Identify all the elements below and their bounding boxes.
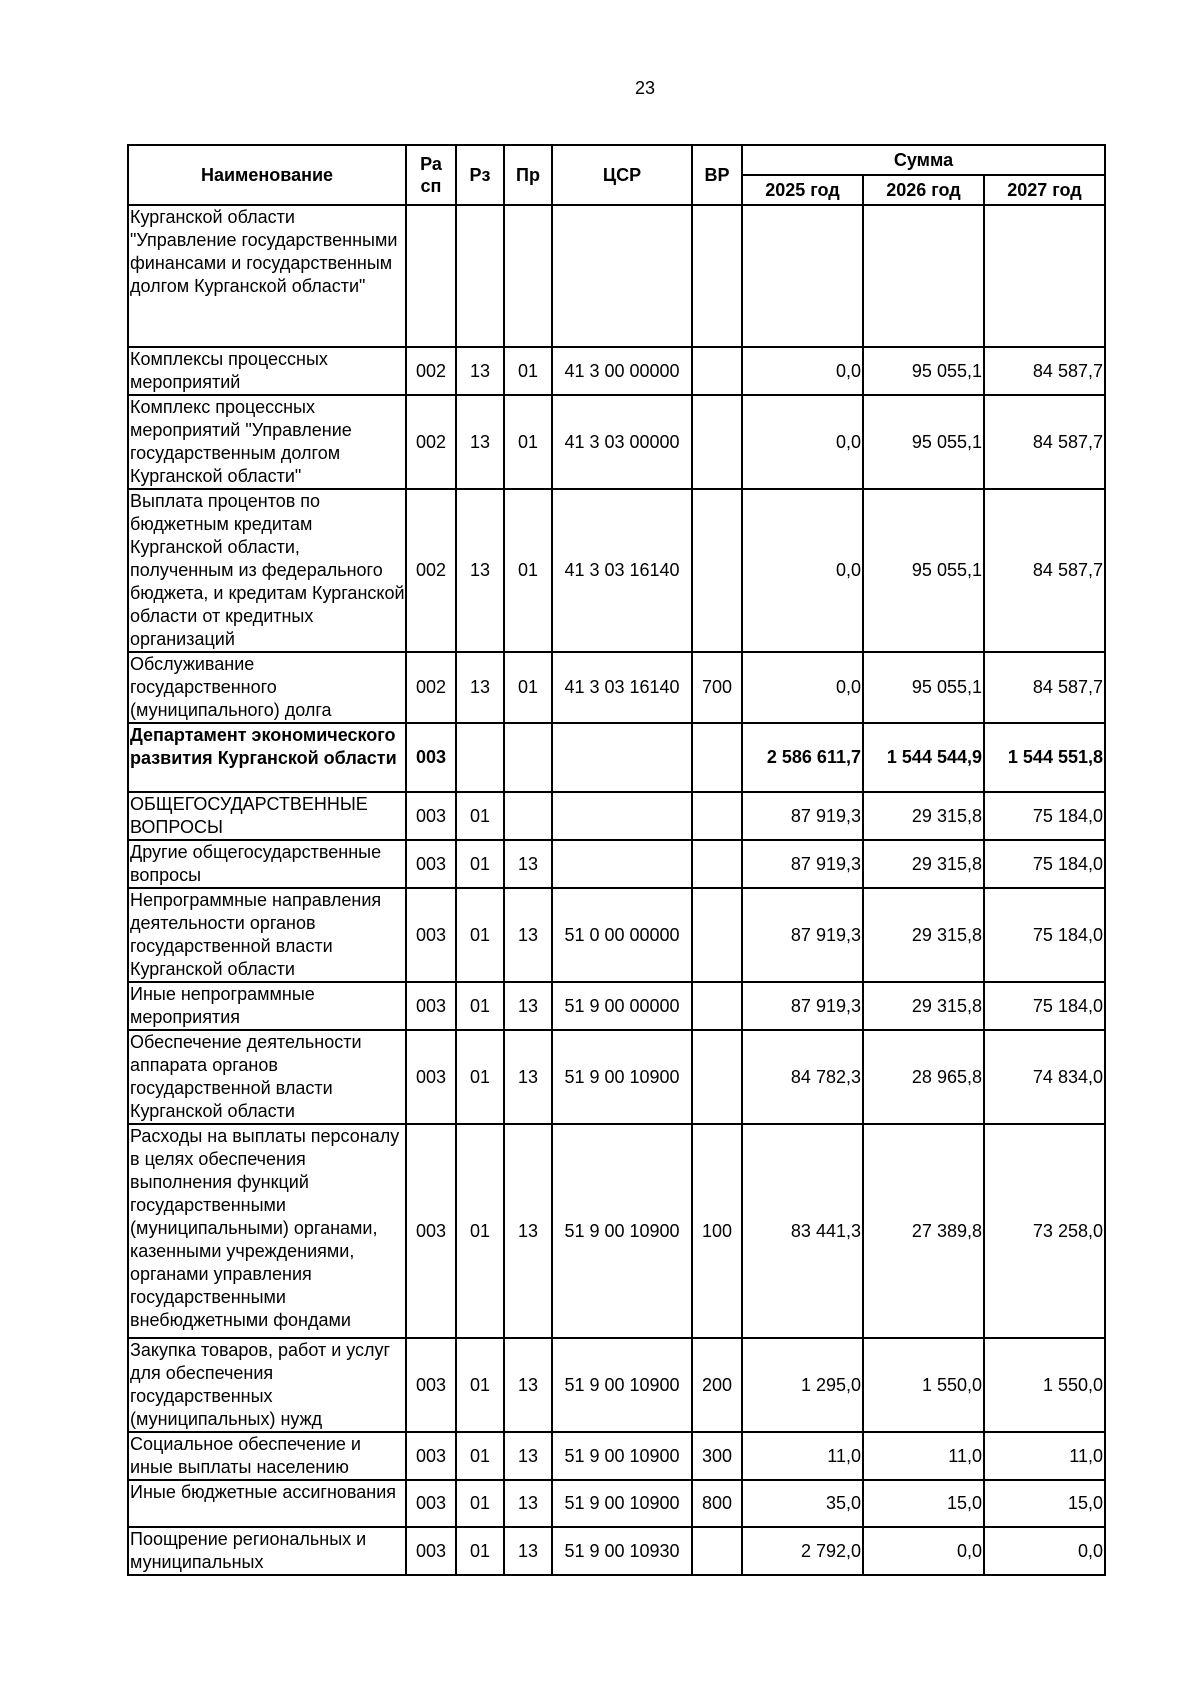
- cell-vr: 300: [692, 1432, 742, 1480]
- cell-csr: [552, 723, 692, 792]
- cell-2026: 27 389,8: [863, 1124, 984, 1338]
- cell-pr: 13: [504, 1030, 552, 1124]
- table-row: [128, 489, 1105, 652]
- cell-csr: 41 3 03 16140: [552, 489, 692, 652]
- cell-rz: 01: [456, 1432, 504, 1480]
- cell-pr: [504, 205, 552, 347]
- cell-rz: 01: [456, 1030, 504, 1124]
- cell-name: Курганской области "Управление государственными финансами и государственным долгом Курганской области": [128, 205, 406, 347]
- cell-csr: 51 9 00 10900: [552, 1432, 692, 1480]
- cell-name: Другие общегосударственные вопросы: [128, 840, 406, 888]
- cell-vr: [692, 395, 742, 489]
- cell-vr: 100: [692, 1124, 742, 1338]
- cell-rz: 01: [456, 1527, 504, 1575]
- cell-csr: 41 3 03 00000: [552, 395, 692, 489]
- cell-name: Закупка товаров, работ и услуг для обеспечения государственных (муниципальных) нужд: [128, 1338, 406, 1432]
- cell-name: Обеспечение деятельности аппарата органов государственной власти Курганской области: [128, 1030, 406, 1124]
- cell-2025: 84 782,3: [742, 1030, 863, 1124]
- cell-2027: 75 184,0: [984, 982, 1105, 1030]
- cell-csr: 51 9 00 10900: [552, 1030, 692, 1124]
- cell-2025: 11,0: [742, 1432, 863, 1480]
- cell-name: Комплексы процессных мероприятий: [128, 347, 406, 395]
- cell-rasp: 003: [406, 1480, 456, 1527]
- cell-2027: 15,0: [984, 1480, 1105, 1527]
- page-number: 23: [634, 78, 656, 98]
- cell-rz: 13: [456, 347, 504, 395]
- cell-rz: [456, 205, 504, 347]
- cell-2026: 29 315,8: [863, 792, 984, 840]
- table-row: [128, 1030, 1105, 1124]
- cell-vr: [692, 1527, 742, 1575]
- header-rasp: Ра сп: [406, 145, 456, 205]
- cell-csr: 51 9 00 10930: [552, 1527, 692, 1575]
- cell-rasp: 003: [406, 888, 456, 982]
- header-2026: 2026 год: [863, 175, 984, 205]
- header-2025: 2025 год: [742, 175, 863, 205]
- cell-rz: 01: [456, 1338, 504, 1432]
- cell-vr: [692, 840, 742, 888]
- cell-name: Расходы на выплаты персоналу в целях обеспечения выполнения функций государственными (муниципальными) органами, казенными учреждениями, органами управления государственными внебюджетными фондами: [128, 1124, 406, 1338]
- cell-name: Социальное обеспечение и иные выплаты населению: [128, 1432, 406, 1480]
- cell-rz: 01: [456, 1480, 504, 1527]
- cell-csr: [552, 792, 692, 840]
- cell-rz: [456, 723, 504, 792]
- cell-2027: 84 587,7: [984, 489, 1105, 652]
- cell-2027: 84 587,7: [984, 347, 1105, 395]
- cell-rz: 01: [456, 888, 504, 982]
- cell-rasp: 003: [406, 982, 456, 1030]
- table-row: [128, 395, 1105, 489]
- table-row: [128, 1480, 1105, 1527]
- cell-2026: 29 315,8: [863, 982, 984, 1030]
- cell-pr: 13: [504, 1480, 552, 1527]
- cell-csr: 41 3 00 00000: [552, 347, 692, 395]
- header-vr: ВР: [692, 145, 742, 205]
- cell-name: Департамент экономического развития Курганской области: [128, 723, 406, 792]
- header-pr: Пр: [504, 145, 552, 205]
- cell-rasp: 003: [406, 1338, 456, 1432]
- cell-pr: 13: [504, 1124, 552, 1338]
- cell-2027: 73 258,0: [984, 1124, 1105, 1338]
- cell-rasp: 003: [406, 1432, 456, 1480]
- cell-csr: 51 0 00 00000: [552, 888, 692, 982]
- cell-pr: 01: [504, 652, 552, 723]
- cell-2026: 28 965,8: [863, 1030, 984, 1124]
- cell-vr: [692, 792, 742, 840]
- table-row: [128, 1124, 1105, 1338]
- cell-rasp: 003: [406, 792, 456, 840]
- cell-2026: 1 544 544,9: [863, 723, 984, 792]
- table-row: [128, 840, 1105, 888]
- cell-pr: 13: [504, 1527, 552, 1575]
- cell-rasp: 002: [406, 347, 456, 395]
- cell-pr: [504, 723, 552, 792]
- cell-rasp: 003: [406, 840, 456, 888]
- cell-csr: 51 9 00 00000: [552, 982, 692, 1030]
- cell-2025: 87 919,3: [742, 982, 863, 1030]
- cell-2025: 1 295,0: [742, 1338, 863, 1432]
- table-row: [128, 723, 1105, 792]
- cell-pr: 13: [504, 982, 552, 1030]
- cell-2027: [984, 205, 1105, 347]
- cell-2026: 29 315,8: [863, 888, 984, 982]
- cell-rz: 13: [456, 395, 504, 489]
- cell-rz: 01: [456, 840, 504, 888]
- cell-rasp: 002: [406, 489, 456, 652]
- cell-pr: 13: [504, 1338, 552, 1432]
- cell-2025: 2 792,0: [742, 1527, 863, 1575]
- header-2027: 2027 год: [984, 175, 1105, 205]
- cell-name: Иные бюджетные ассигнования: [128, 1480, 406, 1527]
- cell-2026: 95 055,1: [863, 395, 984, 489]
- cell-2027: 0,0: [984, 1527, 1105, 1575]
- cell-csr: 51 9 00 10900: [552, 1480, 692, 1527]
- cell-rasp: 003: [406, 1030, 456, 1124]
- cell-csr: 41 3 03 16140: [552, 652, 692, 723]
- cell-2026: 15,0: [863, 1480, 984, 1527]
- cell-vr: [692, 347, 742, 395]
- budget-table: [127, 144, 1106, 1576]
- header-rz: Рз: [456, 145, 504, 205]
- cell-2025: 0,0: [742, 652, 863, 723]
- cell-name: Обслуживание государственного (муниципального) долга: [128, 652, 406, 723]
- cell-2026: 95 055,1: [863, 652, 984, 723]
- header-csr: ЦСР: [552, 145, 692, 205]
- cell-vr: [692, 982, 742, 1030]
- cell-name: Непрограммные направления деятельности органов государственной власти Курганской области: [128, 888, 406, 982]
- cell-name: Выплата процентов по бюджетным кредитам Курганской области, полученным из федерального бюджета, и кредитам Курганской области от кредитных организаций: [128, 489, 406, 652]
- cell-pr: 13: [504, 840, 552, 888]
- cell-2026: 95 055,1: [863, 347, 984, 395]
- cell-2025: 0,0: [742, 489, 863, 652]
- cell-rz: 01: [456, 982, 504, 1030]
- cell-vr: 700: [692, 652, 742, 723]
- cell-vr: [692, 1030, 742, 1124]
- cell-2027: 1 544 551,8: [984, 723, 1105, 792]
- cell-pr: [504, 792, 552, 840]
- cell-vr: 800: [692, 1480, 742, 1527]
- cell-rz: 01: [456, 792, 504, 840]
- cell-vr: [692, 489, 742, 652]
- cell-vr: [692, 205, 742, 347]
- cell-csr: 51 9 00 10900: [552, 1338, 692, 1432]
- cell-vr: [692, 888, 742, 982]
- cell-2026: 29 315,8: [863, 840, 984, 888]
- cell-csr: [552, 840, 692, 888]
- table-row: [128, 347, 1105, 395]
- cell-rasp: [406, 205, 456, 347]
- cell-name: Комплекс процессных мероприятий "Управление государственным долгом Курганской области": [128, 395, 406, 489]
- table-row: [128, 1432, 1105, 1480]
- cell-2025: 2 586 611,7: [742, 723, 863, 792]
- table-row: [128, 888, 1105, 982]
- cell-pr: 01: [504, 347, 552, 395]
- cell-2025: 35,0: [742, 1480, 863, 1527]
- table-row: [128, 792, 1105, 840]
- header-sum: Сумма: [742, 145, 1105, 175]
- table-row: [128, 652, 1105, 723]
- table-row: [128, 1338, 1105, 1432]
- cell-2025: [742, 205, 863, 347]
- cell-name: ОБЩЕГОСУДАРСТВЕННЫЕ ВОПРОСЫ: [128, 792, 406, 840]
- table-row: [128, 205, 1105, 347]
- cell-2026: 0,0: [863, 1527, 984, 1575]
- cell-vr: [692, 723, 742, 792]
- cell-rz: 13: [456, 652, 504, 723]
- header-name: Наименование: [128, 145, 406, 205]
- cell-rasp: 003: [406, 1527, 456, 1575]
- cell-2027: 1 550,0: [984, 1338, 1105, 1432]
- cell-2025: 0,0: [742, 347, 863, 395]
- table-body: [128, 205, 1105, 1575]
- cell-vr: 200: [692, 1338, 742, 1432]
- cell-2025: 0,0: [742, 395, 863, 489]
- cell-2026: [863, 205, 984, 347]
- cell-rz: 01: [456, 1124, 504, 1338]
- cell-2027: 75 184,0: [984, 888, 1105, 982]
- cell-2027: 84 587,7: [984, 395, 1105, 489]
- cell-csr: 51 9 00 10900: [552, 1124, 692, 1338]
- cell-rz: 13: [456, 489, 504, 652]
- cell-rasp: 002: [406, 395, 456, 489]
- cell-2027: 74 834,0: [984, 1030, 1105, 1124]
- cell-pr: 01: [504, 489, 552, 652]
- cell-rasp: 002: [406, 652, 456, 723]
- cell-csr: [552, 205, 692, 347]
- cell-pr: 13: [504, 888, 552, 982]
- table-row: [128, 1527, 1105, 1575]
- cell-2026: 1 550,0: [863, 1338, 984, 1432]
- cell-name: Иные непрограммные мероприятия: [128, 982, 406, 1030]
- cell-pr: 13: [504, 1432, 552, 1480]
- cell-rasp: 003: [406, 1124, 456, 1338]
- table-row: [128, 982, 1105, 1030]
- cell-2027: 75 184,0: [984, 840, 1105, 888]
- cell-2026: 11,0: [863, 1432, 984, 1480]
- cell-2027: 11,0: [984, 1432, 1105, 1480]
- cell-2026: 95 055,1: [863, 489, 984, 652]
- cell-2025: 87 919,3: [742, 840, 863, 888]
- cell-2025: 87 919,3: [742, 792, 863, 840]
- cell-2025: 83 441,3: [742, 1124, 863, 1338]
- cell-name: Поощрение региональных и муниципальных: [128, 1527, 406, 1575]
- cell-2027: 75 184,0: [984, 792, 1105, 840]
- cell-2027: 84 587,7: [984, 652, 1105, 723]
- cell-pr: 01: [504, 395, 552, 489]
- cell-rasp: 003: [406, 723, 456, 792]
- cell-2025: 87 919,3: [742, 888, 863, 982]
